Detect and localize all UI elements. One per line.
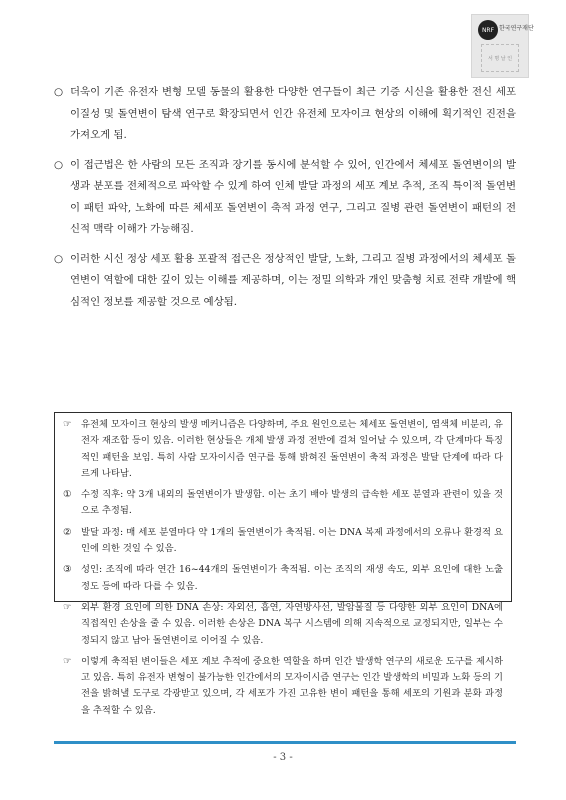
bullet-item	[54, 82, 516, 147]
note-item	[63, 562, 503, 595]
pointing-hand-icon: ☞	[63, 655, 72, 667]
note-item	[63, 525, 503, 558]
footer-rule	[54, 741, 516, 744]
pointing-hand-icon: ☞	[63, 601, 72, 613]
note-text: 수정 직후: 약 3개 내외의 돌연변이가 발생함. 이는 초기 배아 발생의 급속한 세포 분열과 관련이 있을 것으로 추정됨.	[81, 489, 503, 517]
pointing-hand-icon: ☞	[63, 419, 72, 430]
bullet-item	[54, 155, 516, 241]
bullet-item	[54, 249, 516, 314]
circle-bullet-icon: ○	[54, 158, 64, 171]
signature-seal: 서 명 날 인	[481, 44, 519, 72]
circle-bullet-icon: ○	[54, 86, 64, 98]
note-text: 외부 환경 요인에 의한 DNA 손상: 자외선, 흡연, 자연방사선, 발암물질 등 다양한 외부 요인이 DNA에 직접적인 손상을 줄 수 있음. 이러한 손상은 DNA 복구 시스템에 의해 지속적으로 교정되지만, 일부는 수정되지 않고 남아 돌연변이로 이어질 수 있음.	[81, 601, 503, 646]
organization-name: 한국연구재단	[499, 25, 534, 32]
note-text: 발달 과정: 매 세포 분열마다 약 1개의 돌연변이가 축적됨. 이는 DNA 복제 과정에서의 오류나 환경적 요인에 의한 것일 수 있음.	[81, 526, 503, 555]
note-text: 유전체 모자이크 현상의 발생 메커니즘은 다양하며, 주요 원인으로는 체세포 돌연변이, 염색체 비분리, 유전자 재조합 등이 있음. 이러한 현상들은 개체 발생 과정 전반에 걸쳐 일어날 수 있으며, 각 단계마다 특징적인 패턴을 보임. 특히 사람 모자이시즘 연구를 통해 밝혀진 돌연변이 축적 과정은 발달 단계에 따라 다르게 나타남.	[81, 419, 503, 479]
bullet-text: 이 접근법은 한 사람의 모든 조직과 장기를 동시에 분석할 수 있어, 인간에서 체세포 돌연변이의 발생과 분포를 전체적으로 파악할 수 있게 하여 인체 발달 과정의 세포 계보 추적, 조직 특이적 돌연변이 패턴 파악, 노화에 따른 체세포 돌연변이 축적 과정 연구, 그리고 질병 관련 돌연변이 패턴의 전신적 맥락 이해가 가능해짐.	[70, 158, 516, 235]
note-item	[63, 487, 503, 520]
note-text: 이렇게 축적된 변이들은 세포 계보 추적에 중요한 역할을 하며 인간 발생학 연구의 새로운 도구를 제시하고 있음. 특히 유전자 변형이 불가능한 인간에서의 모자이시즘 연구는 인간 발생학의 비밀과 노화 등의 기전을 밝혀낼 도구로 각광받고 있으며, 각 세포가 가진 고유한 변이 패턴을 통해 세포의 기원과 분화 과정을 추적할 수 있음.	[81, 655, 503, 716]
bullet-text: 더욱이 기존 유전자 변형 모델 동물의 활용한 다양한 연구들이 최근 기증 시신을 활용한 전신 세포 이질성 및 돌연변이 탐색 연구로 확장되면서 인간 유전체 모자이크 현상의 이해에 획기적인 진전을 가져오게 됨.	[70, 86, 516, 141]
page-number: - 3 -	[273, 752, 293, 763]
circled-number-icon: ②	[63, 526, 72, 538]
note-item	[63, 654, 503, 719]
main-bullets	[54, 82, 516, 321]
circle-bullet-icon: ○	[54, 252, 64, 265]
circled-number-icon: ③	[63, 564, 72, 576]
note-item	[63, 417, 503, 482]
note-text: 성인: 조직에 따라 연간 16~44개의 돌연변이가 축적됨. 이는 조직의 재생 속도, 외부 요인에 대한 노출 정도 등에 따라 다를 수 있음.	[81, 564, 503, 592]
note-box	[54, 412, 512, 716]
circled-number-icon: ①	[63, 489, 72, 501]
note-item	[63, 600, 503, 649]
nrf-logo-icon: NRF	[478, 20, 498, 40]
bullet-text: 이러한 시신 정상 세포 활용 포괄적 접근은 정상적인 발달, 노화, 그리고 질병 과정에서의 체세포 돌연변이 역할에 대한 깊이 있는 이해를 제공하며, 이는 정밀 의학과 개인 맞춤형 치료 전략 개발에 핵심적인 정보를 제공할 것으로 예상됨.	[70, 252, 516, 308]
